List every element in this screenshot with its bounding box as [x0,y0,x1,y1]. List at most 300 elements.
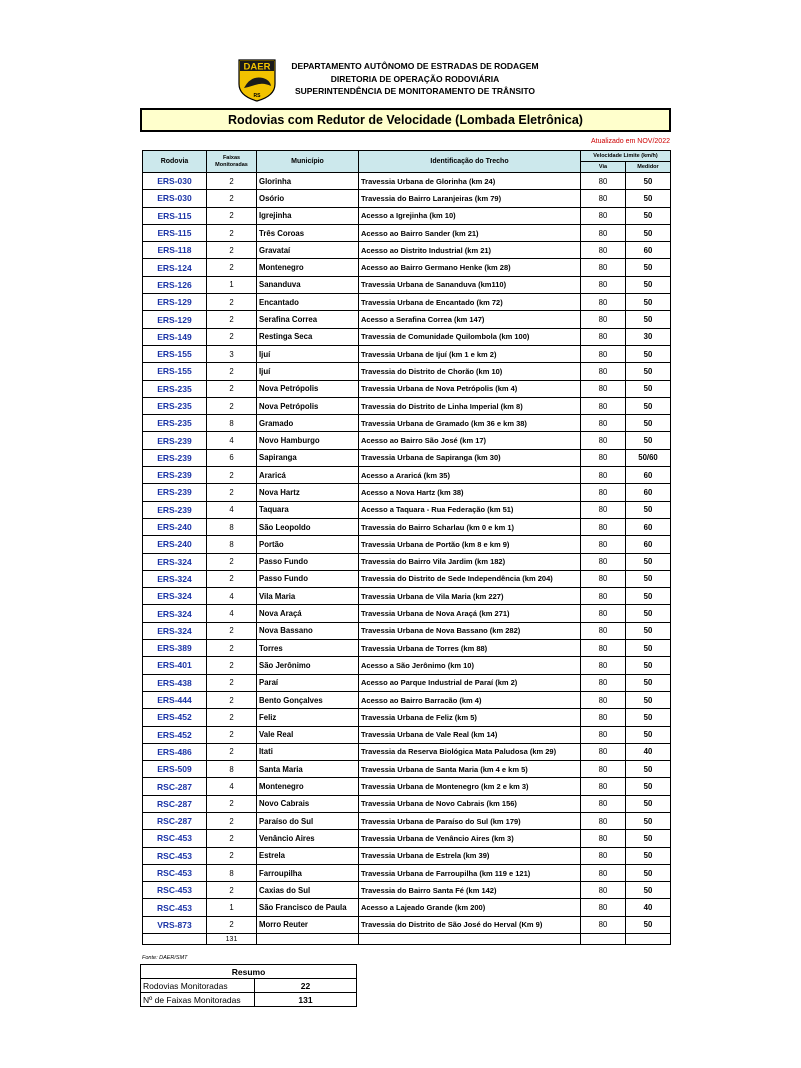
cell-medidor: 30 [626,328,671,345]
table-row [143,709,671,726]
cell-rodovia: ERS-389 [143,640,207,657]
summary-value: 22 [255,979,357,993]
table-row [143,812,671,829]
table-row [143,173,671,190]
summary-row [141,993,357,1007]
cell-via: 80 [581,553,626,570]
cell-faixas: 2 [207,207,257,224]
cell-via: 80 [581,761,626,778]
cell-municipio: Restinga Seca [257,328,359,345]
col-header-limite: Velocidade Limite (km/h) [581,151,671,162]
cell-municipio: Três Coroas [257,224,359,241]
header-line-2: DIRETORIA DE OPERAÇÃO RODOVIÁRIA [330,73,500,84]
cell-trecho: Travessia Urbana de Gramado (km 36 e km 38) [359,415,581,432]
cell-municipio: Montenegro [257,778,359,795]
cell-trecho: Acesso ao Bairro Germano Henke (km 28) [359,259,581,276]
cell-medidor: 60 [626,536,671,553]
cell-via: 80 [581,311,626,328]
cell-municipio: Farroupilha [257,864,359,881]
cell-trecho: Acesso a Taquara - Rua Federação (km 51) [359,501,581,518]
logo-text: DAER [243,61,271,73]
cell-medidor: 50 [626,415,671,432]
cell-rodovia: ERS-509 [143,761,207,778]
cell-rodovia: ERS-126 [143,276,207,293]
cell-faixas: 2 [207,311,257,328]
table-row [143,501,671,518]
cell-via: 80 [581,432,626,449]
table-row [143,311,671,328]
cell-municipio: Gravataí [257,242,359,259]
cell-faixas: 2 [207,743,257,760]
cell-faixas: 4 [207,588,257,605]
cell-medidor: 50 [626,778,671,795]
col-header-municipio: Município [257,151,359,173]
cell-via: 80 [581,536,626,553]
cell-via: 80 [581,345,626,362]
cell-rodovia: RSC-453 [143,899,207,916]
cell-via: 80 [581,899,626,916]
cell-medidor: 50 [626,709,671,726]
cell-municipio: Caxias do Sul [257,882,359,899]
table-row [143,726,671,743]
cell-municipio: São Jerônimo [257,657,359,674]
cell-faixas: 2 [207,830,257,847]
cell-trecho: Travessia Urbana de Nova Bassano (km 282) [359,622,581,639]
col-header-rodovia: Rodovia [143,151,207,173]
cell-via: 80 [581,778,626,795]
cell-faixas: 4 [207,432,257,449]
cell-faixas: 2 [207,726,257,743]
cell-faixas: 4 [207,605,257,622]
cell-municipio: Itati [257,743,359,760]
cell-faixas: 2 [207,380,257,397]
cell-rodovia: ERS-240 [143,518,207,535]
cell-faixas: 2 [207,691,257,708]
cell-rodovia: ERS-235 [143,397,207,414]
cell-medidor: 50 [626,691,671,708]
total-faixas: 131 [207,934,257,945]
cell-via: 80 [581,207,626,224]
cell-rodovia: ERS-324 [143,553,207,570]
table-row [143,761,671,778]
cell-medidor: 50 [626,276,671,293]
cell-faixas: 2 [207,570,257,587]
cell-rodovia: ERS-118 [143,242,207,259]
table-row [143,328,671,345]
cell-medidor: 50 [626,674,671,691]
cell-municipio: Nova Petrópolis [257,380,359,397]
cell-municipio: Vila Maria [257,588,359,605]
cell-faixas: 4 [207,501,257,518]
cell-municipio: Ijuí [257,345,359,362]
cell-trecho: Travessia Urbana de Venâncio Aires (km 3) [359,830,581,847]
cell-via: 80 [581,916,626,933]
cell-municipio: Portão [257,536,359,553]
cell-faixas: 1 [207,899,257,916]
cell-medidor: 50 [626,294,671,311]
cell-via: 80 [581,812,626,829]
cell-via: 80 [581,726,626,743]
cell-via: 80 [581,484,626,501]
cell-trecho: Acesso ao Bairro Barracão (km 4) [359,691,581,708]
cell-faixas: 2 [207,847,257,864]
total-empty-5 [626,934,671,945]
cell-municipio: Paraí [257,674,359,691]
cell-municipio: Nova Petrópolis [257,397,359,414]
cell-medidor: 50 [626,761,671,778]
cell-trecho: Travessia Urbana de Portão (km 8 e km 9) [359,536,581,553]
updated-date: Atualizado em NOV/2022 [591,138,670,145]
cell-faixas: 8 [207,415,257,432]
cell-trecho: Travessia do Distrito de Linha Imperial (km 8) [359,397,581,414]
table-row [143,380,671,397]
cell-via: 80 [581,173,626,190]
table-row [143,242,671,259]
cell-faixas: 2 [207,173,257,190]
table-row [143,795,671,812]
cell-faixas: 1 [207,276,257,293]
cell-via: 80 [581,657,626,674]
cell-rodovia: RSC-287 [143,812,207,829]
cell-trecho: Travessia Urbana de Nova Araçá (km 271) [359,605,581,622]
cell-trecho: Travessia do Bairro Scharlau (km 0 e km 1) [359,518,581,535]
cell-municipio: Serafina Correa [257,311,359,328]
daer-logo [237,58,277,102]
source-note: Fonte: DAER/SMT [142,955,188,961]
cell-rodovia: ERS-486 [143,743,207,760]
cell-trecho: Acesso a Lajeado Grande (km 200) [359,899,581,916]
cell-trecho: Travessia do Bairro Vila Jardim (km 182) [359,553,581,570]
cell-rodovia: RSC-453 [143,882,207,899]
cell-rodovia: RSC-287 [143,778,207,795]
cell-municipio: Gramado [257,415,359,432]
table-row [143,674,671,691]
cell-municipio: Encantado [257,294,359,311]
cell-medidor: 50 [626,363,671,380]
table-row [143,224,671,241]
table-row [143,864,671,881]
table-row [143,588,671,605]
cell-rodovia: ERS-239 [143,449,207,466]
cell-medidor: 50 [626,864,671,881]
cell-faixas: 2 [207,795,257,812]
agency-header [280,60,550,98]
cell-trecho: Travessia Urbana de Encantado (km 72) [359,294,581,311]
cell-medidor: 50 [626,311,671,328]
summary-label: Nº de Faixas Monitoradas [141,993,255,1007]
cell-municipio: São Francisco de Paula [257,899,359,916]
cell-rodovia: ERS-115 [143,224,207,241]
cell-medidor: 50/60 [626,449,671,466]
cell-via: 80 [581,328,626,345]
cell-faixas: 2 [207,882,257,899]
cell-trecho: Travessia Urbana de Estrela (km 39) [359,847,581,864]
cell-municipio: Bento Gonçalves [257,691,359,708]
cell-trecho: Travessia Urbana de Feliz (km 5) [359,709,581,726]
cell-medidor: 50 [626,882,671,899]
cell-rodovia: ERS-239 [143,501,207,518]
total-empty-1 [143,934,207,945]
page-title: Rodovias com Redutor de Velocidade (Lombada Eletrônica) [140,108,671,132]
cell-municipio: Santa Maria [257,761,359,778]
table-row [143,432,671,449]
logo-subtext: RS [253,93,261,99]
table-row [143,518,671,535]
cell-municipio: Nova Bassano [257,622,359,639]
cell-medidor: 50 [626,726,671,743]
cell-via: 80 [581,467,626,484]
cell-medidor: 50 [626,830,671,847]
cell-rodovia: RSC-287 [143,795,207,812]
table-row [143,657,671,674]
cell-medidor: 50 [626,570,671,587]
table-row [143,190,671,207]
table-row [143,899,671,916]
cell-trecho: Travessia do Distrito de Chorão (km 10) [359,363,581,380]
table-row [143,294,671,311]
cell-medidor: 50 [626,916,671,933]
cell-via: 80 [581,380,626,397]
cell-municipio: São Leopoldo [257,518,359,535]
table-row [143,363,671,380]
cell-trecho: Travessia Urbana de Torres (km 88) [359,640,581,657]
col-header-trecho: Identificação do Trecho [359,151,581,173]
cell-trecho: Travessia Urbana de Farroupilha (km 119 e 121) [359,864,581,881]
cell-faixas: 6 [207,449,257,466]
cell-via: 80 [581,570,626,587]
cell-trecho: Acesso a Nova Hartz (km 38) [359,484,581,501]
cell-rodovia: ERS-324 [143,605,207,622]
cell-faixas: 2 [207,224,257,241]
cell-rodovia: ERS-149 [143,328,207,345]
cell-rodovia: ERS-240 [143,536,207,553]
total-empty-3 [359,934,581,945]
cell-trecho: Travessia Urbana de Sananduva (km110) [359,276,581,293]
cell-faixas: 2 [207,190,257,207]
cell-faixas: 8 [207,761,257,778]
cell-via: 80 [581,449,626,466]
table-row [143,916,671,933]
table-row [143,743,671,760]
cell-trecho: Travessia Urbana de Paraíso do Sul (km 179) [359,812,581,829]
table-row [143,259,671,276]
cell-via: 80 [581,242,626,259]
cell-municipio: Estrela [257,847,359,864]
cell-trecho: Acesso a Igrejinha (km 10) [359,207,581,224]
cell-faixas: 2 [207,484,257,501]
table-row [143,207,671,224]
cell-rodovia: ERS-324 [143,588,207,605]
cell-rodovia: ERS-401 [143,657,207,674]
cell-medidor: 50 [626,173,671,190]
cell-via: 80 [581,830,626,847]
cell-via: 80 [581,415,626,432]
cell-medidor: 40 [626,743,671,760]
header-line-1: DEPARTAMENTO AUTÔNOMO DE ESTRADAS DE RODAGEM [291,61,539,71]
total-empty-2 [257,934,359,945]
table-row [143,484,671,501]
cell-trecho: Acesso a Araricá (km 35) [359,467,581,484]
cell-municipio: Novo Hamburgo [257,432,359,449]
cell-municipio: Sapiranga [257,449,359,466]
cell-faixas: 8 [207,536,257,553]
cell-faixas: 2 [207,622,257,639]
cell-via: 80 [581,882,626,899]
cell-trecho: Travessia Urbana de Vale Real (km 14) [359,726,581,743]
cell-trecho: Travessia Urbana de Vila Maria (km 227) [359,588,581,605]
cell-rodovia: ERS-324 [143,622,207,639]
table-row [143,882,671,899]
cell-rodovia: ERS-155 [143,345,207,362]
summary-title: Resumo [141,965,357,979]
cell-medidor: 60 [626,467,671,484]
cell-trecho: Acesso ao Bairro São José (km 17) [359,432,581,449]
cell-faixas: 8 [207,518,257,535]
cell-trecho: Acesso a São Jerônimo (km 10) [359,657,581,674]
cell-municipio: Osório [257,190,359,207]
table-row [143,467,671,484]
cell-via: 80 [581,640,626,657]
cell-medidor: 40 [626,899,671,916]
cell-medidor: 50 [626,259,671,276]
cell-trecho: Acesso ao Distrito Industrial (km 21) [359,242,581,259]
table-row [143,640,671,657]
cell-via: 80 [581,276,626,293]
cell-faixas: 2 [207,328,257,345]
cell-via: 80 [581,709,626,726]
cell-municipio: Feliz [257,709,359,726]
cell-rodovia: ERS-235 [143,415,207,432]
cell-rodovia: ERS-235 [143,380,207,397]
cell-rodovia: ERS-452 [143,726,207,743]
cell-via: 80 [581,518,626,535]
table-row [143,536,671,553]
cell-municipio: Passo Fundo [257,553,359,570]
table-row [143,847,671,864]
cell-municipio: Igrejinha [257,207,359,224]
cell-medidor: 50 [626,224,671,241]
cell-rodovia: ERS-129 [143,294,207,311]
cell-rodovia: ERS-239 [143,432,207,449]
cell-rodovia: VRS-873 [143,916,207,933]
cell-municipio: Sananduva [257,276,359,293]
cell-medidor: 60 [626,242,671,259]
cell-rodovia: RSC-453 [143,830,207,847]
summary-table [140,964,357,1007]
col-header-via: Via [581,162,626,173]
cell-trecho: Travessia de Comunidade Quilombola (km 100) [359,328,581,345]
cell-trecho: Travessia Urbana de Santa Maria (km 4 e km 5) [359,761,581,778]
cell-municipio: Araricá [257,467,359,484]
cell-via: 80 [581,691,626,708]
cell-municipio: Nova Hartz [257,484,359,501]
cell-faixas: 2 [207,242,257,259]
cell-trecho: Acesso ao Parque Industrial de Paraí (km 2) [359,674,581,691]
cell-municipio: Passo Fundo [257,570,359,587]
cell-medidor: 60 [626,484,671,501]
cell-municipio: Vale Real [257,726,359,743]
cell-trecho: Travessia Urbana de Ijuí (km 1 e km 2) [359,345,581,362]
cell-medidor: 50 [626,190,671,207]
cell-trecho: Travessia Urbana de Novo Cabrais (km 156) [359,795,581,812]
cell-faixas: 2 [207,709,257,726]
table-row [143,276,671,293]
cell-via: 80 [581,605,626,622]
cell-medidor: 50 [626,345,671,362]
cell-medidor: 50 [626,812,671,829]
cell-medidor: 50 [626,588,671,605]
cell-medidor: 50 [626,657,671,674]
cell-medidor: 50 [626,847,671,864]
cell-via: 80 [581,588,626,605]
table-row [143,415,671,432]
cell-via: 80 [581,743,626,760]
cell-faixas: 8 [207,864,257,881]
cell-municipio: Morro Reuter [257,916,359,933]
cell-faixas: 2 [207,916,257,933]
cell-municipio: Montenegro [257,259,359,276]
table-body [143,173,671,934]
cell-trecho: Travessia da Reserva Biológica Mata Paludosa (km 29) [359,743,581,760]
table-row [143,605,671,622]
total-empty-4 [581,934,626,945]
cell-trecho: Travessia do Distrito de Sede Independência (km 204) [359,570,581,587]
cell-municipio: Novo Cabrais [257,795,359,812]
cell-trecho: Travessia do Distrito de São José do Herval (Km 9) [359,916,581,933]
cell-trecho: Acesso a Serafina Correa (km 147) [359,311,581,328]
cell-via: 80 [581,190,626,207]
table-row [143,345,671,362]
cell-rodovia: ERS-444 [143,691,207,708]
cell-rodovia: ERS-115 [143,207,207,224]
cell-via: 80 [581,501,626,518]
cell-faixas: 2 [207,467,257,484]
table-row [143,622,671,639]
cell-via: 80 [581,259,626,276]
cell-faixas: 2 [207,657,257,674]
cell-medidor: 50 [626,622,671,639]
cell-trecho: Travessia Urbana de Montenegro (km 2 e km 3) [359,778,581,795]
cell-faixas: 2 [207,812,257,829]
cell-medidor: 50 [626,605,671,622]
cell-via: 80 [581,622,626,639]
cell-municipio: Torres [257,640,359,657]
cell-rodovia: ERS-030 [143,190,207,207]
cell-faixas: 2 [207,674,257,691]
cell-via: 80 [581,864,626,881]
cell-faixas: 3 [207,345,257,362]
summary-row [141,979,357,993]
cell-faixas: 2 [207,294,257,311]
cell-rodovia: ERS-155 [143,363,207,380]
cell-rodovia: ERS-239 [143,467,207,484]
table-row [143,830,671,847]
cell-faixas: 2 [207,640,257,657]
cell-medidor: 50 [626,432,671,449]
cell-municipio: Nova Araçá [257,605,359,622]
cell-municipio: Venâncio Aires [257,830,359,847]
speed-reducer-table [142,150,671,945]
cell-rodovia: ERS-030 [143,173,207,190]
table-row [143,449,671,466]
cell-faixas: 2 [207,397,257,414]
cell-rodovia: ERS-324 [143,570,207,587]
cell-via: 80 [581,847,626,864]
cell-medidor: 50 [626,553,671,570]
cell-medidor: 50 [626,207,671,224]
cell-rodovia: ERS-452 [143,709,207,726]
cell-trecho: Acesso ao Bairro Sander (km 21) [359,224,581,241]
